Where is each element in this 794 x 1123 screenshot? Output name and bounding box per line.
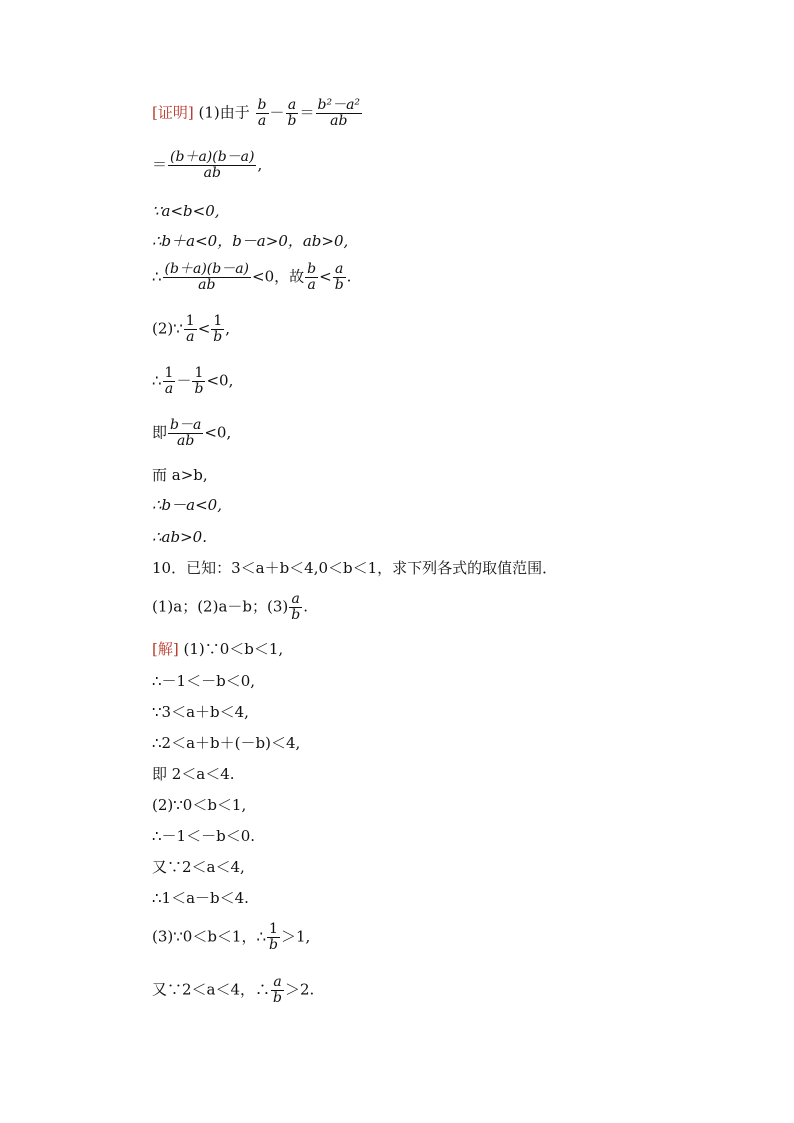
fraction-1-over-b: $\frac{1}{b}$	[213, 313, 223, 345]
solution-line-1: [解] (1)∵0＜b＜1,	[152, 640, 284, 658]
fraction-product-over-ab: $\frac{(b+a)(b-a)}{ab}$	[170, 149, 255, 181]
proof-line-3: ∵a<b<0,	[152, 202, 220, 220]
solution-line-8: 又∵2＜a＜4,	[152, 858, 245, 876]
fraction-a-over-b-sol: $\frac{a}{b}$	[273, 974, 282, 1006]
fraction-1-over-a: $\frac{1}{a}$	[185, 313, 195, 345]
fraction-1-over-a-2: $\frac{1}{a}$	[164, 365, 174, 397]
fraction-b-over-a: $\frac{b}{a}$	[257, 97, 267, 129]
fraction-bma-over-ab: $\frac{b-a}{ab}$	[170, 417, 202, 449]
question-10-stem: 10．已知：3＜a＋b＜4,0＜b＜1，求下列各式的取值范围．	[152, 559, 558, 577]
question-10-items: (1)a；(2)a－b；(3) $\frac{a}{b}$ .	[152, 591, 308, 623]
fraction-b-over-a-2: $\frac{b}{a}$	[307, 261, 317, 293]
solution-line-10: (3)∵0＜b＜1，∴ $\frac{1}{b}$ ＞1,	[152, 921, 311, 953]
fraction-a-over-b: $\frac{a}{b}$	[287, 97, 297, 129]
solution-line-9: ∴1＜a－b＜4.	[152, 889, 249, 907]
proof-line-10: ∴b－a<0,	[152, 496, 222, 514]
solution-line-6: (2)∵0＜b＜1,	[152, 796, 247, 814]
solution-line-7: ∴－1＜－b＜0.	[152, 827, 256, 845]
solution-tag: [解]	[152, 640, 179, 658]
fraction-product-over-ab-2: $\frac{(b+a)(b-a)}{ab}$	[164, 261, 250, 293]
fraction-a-over-b-2: $\frac{a}{b}$	[334, 261, 344, 293]
solution-line-3: ∵3＜a＋b＜4,	[152, 703, 249, 721]
solution-line-11: 又∵2＜a＜4，∴ $\frac{a}{b}$ ＞2.	[152, 974, 315, 1006]
proof-line-8: 即 $\frac{b-a}{ab}$ <0,	[152, 417, 232, 449]
proof-tag: [证明]	[152, 103, 194, 122]
solution-line-2: ∴－1＜－b＜0,	[152, 672, 256, 690]
proof-p1-prefix: (1)由于	[198, 103, 250, 122]
proof-line-11: ∴ab>0.	[152, 528, 207, 546]
fraction-b2-a2-over-ab: $\frac{\text{b²－a²}}{ab}$	[317, 97, 361, 129]
proof-line-4: ∴b＋a<0，b－a>0，ab>0,	[152, 232, 349, 250]
fraction-a-over-b-q10: $\frac{a}{b}$	[291, 591, 301, 623]
proof-line-9: 而 a>b,	[152, 466, 208, 484]
proof-line-6: (2)∵ $\frac{1}{a}$ < $\frac{1}{b}$ ,	[152, 313, 231, 345]
proof-line-7: ∴ $\frac{1}{a}$ － $\frac{1}{b}$ <0,	[152, 365, 234, 397]
solution-line-4: ∴2＜a＋b＋(－b)＜4,	[152, 734, 301, 752]
proof-line-1: [证明] (1)由于 $\frac{b}{a}$ － $\frac{a}{b}$ ＝ $\frac{\text{b²－a²}}{ab}$	[152, 97, 361, 129]
proof-line-5: ∴ $\frac{(b+a)(b-a)}{ab}$ <0，故 $\frac{b}{a}$ < $\frac{a}{b}$ .	[152, 261, 352, 293]
fraction-1-over-b-sol: $\frac{1}{b}$	[269, 921, 278, 953]
fraction-1-over-b-2: $\frac{1}{b}$	[194, 365, 204, 397]
proof-line-2: ＝ $\frac{(b+a)(b-a)}{ab}$ ,	[152, 149, 263, 181]
solution-line-5: 即 2＜a＜4.	[152, 765, 235, 783]
